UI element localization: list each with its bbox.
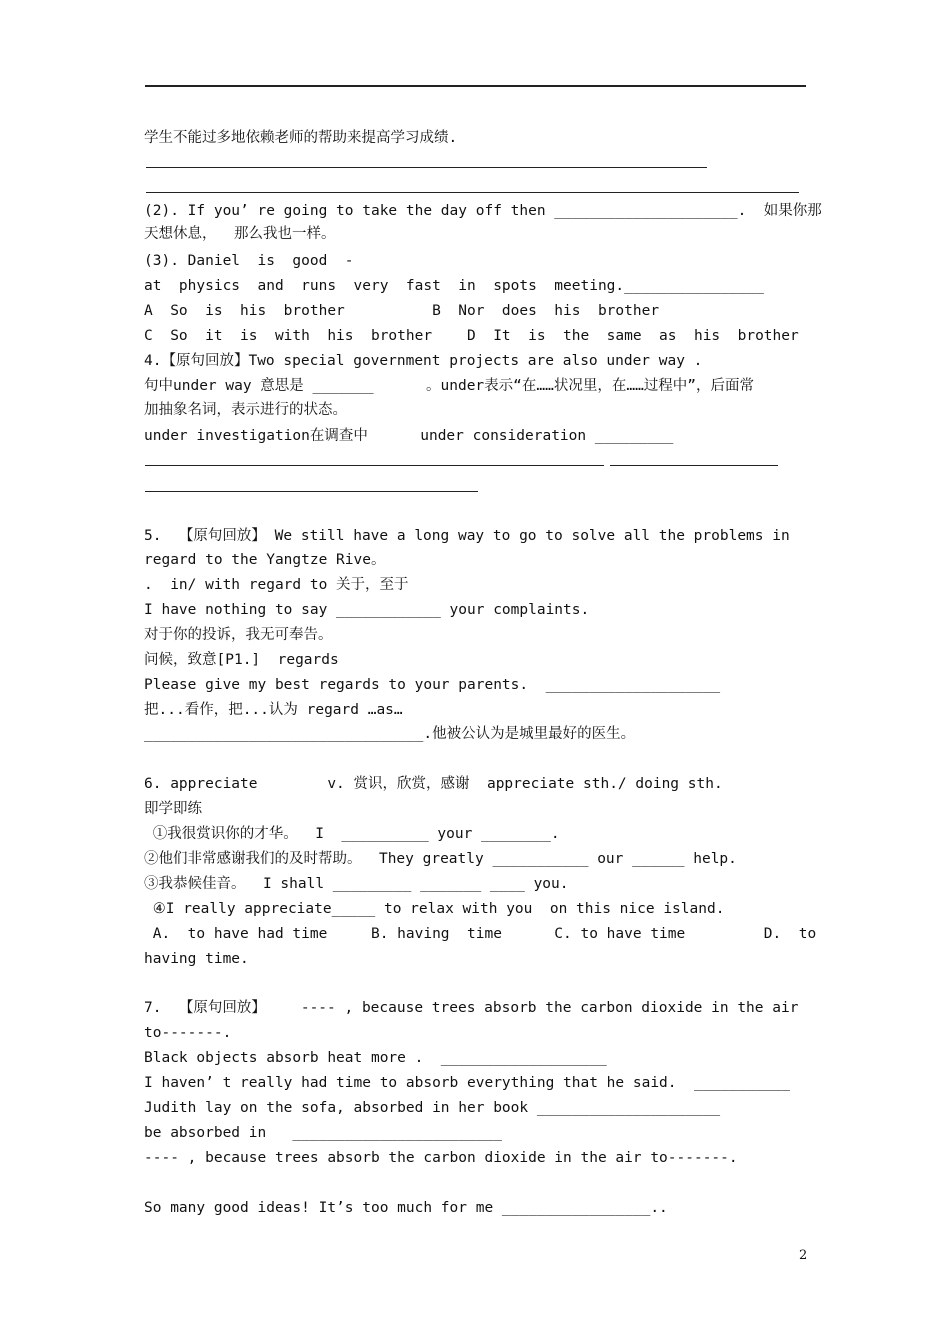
text-line: having time.: [144, 951, 249, 967]
answer-line: [146, 167, 707, 168]
text-line: 7. 【原句回放】 ---- , because trees absorb the carbon dioxide in the air: [144, 1000, 799, 1016]
answer-line: [145, 465, 604, 466]
text-line: under investigation在调查中 under consideration _________: [144, 428, 674, 444]
text-line: 即学即练: [144, 801, 202, 817]
text-line: to-------.: [144, 1025, 232, 1041]
text-line: ________________________________.他被公认为是城里最好的医生。: [144, 726, 636, 742]
text-line: Judith lay on the sofa, absorbed in her book _____________________: [144, 1100, 721, 1116]
text-line: Please give my best regards to your parents. ____________________: [144, 677, 721, 693]
text-line: ---- , because trees absorb the carbon dioxide in the air to-------.: [144, 1150, 738, 1166]
page-number: 2: [799, 1248, 808, 1263]
text-line: 4.【原句回放】Two special government projects are also under way .: [144, 353, 703, 369]
answer-line: [146, 192, 799, 193]
text-line: 5. 【原句回放】 We still have a long way to go to solve all the problems in: [144, 528, 790, 544]
text-line: ③我恭候佳音。 I shall _________ _______ ____ you.: [144, 876, 569, 892]
text-line: ④I really appreciate_____ to relax with you on this nice island.: [144, 901, 725, 917]
text-line: A. to have had time B. having time C. to have time D. to: [144, 926, 817, 942]
answer-line: [610, 465, 778, 466]
text-line: (3). Daniel is good -: [144, 253, 354, 269]
answer-line: [145, 491, 478, 492]
text-line: . in/ with regard to 关于，至于: [144, 577, 409, 593]
text-line: 学生不能过多地依赖老师的帮助来提高学习成绩.: [144, 130, 458, 146]
text-line: 把...看作，把...认为 regard …as…: [144, 702, 403, 718]
text-line: 加抽象名词，表示进行的状态。: [144, 402, 347, 418]
text-line: 对于你的投诉，我无可奉告。: [144, 627, 333, 643]
text-line: ①我很赏识你的才华。 I __________ your ________.: [144, 826, 560, 842]
text-line: I haven’ t really had time to absorb everything that he said. ___________: [144, 1075, 791, 1091]
text-line: at physics and runs very fast in spots meeting.________________: [144, 278, 764, 294]
text-line: I have nothing to say ____________ your complaints.: [144, 602, 590, 618]
text-line: 句中under way 意思是 _______ 。under表示“在……状况里，在……过程中”，后面常: [144, 378, 755, 394]
text-line: regard to the Yangtze Rive。: [144, 552, 386, 568]
text-line: So many good ideas! It’s too much for me _________________..: [144, 1200, 668, 1216]
text-line: 天想休息， 那么我也一样。: [144, 226, 336, 242]
text-line: ②他们非常感谢我们的及时帮助。 They greatly ___________ our ______ help.: [144, 851, 737, 867]
text-line: C So it is with his brother D It is the same as his brother: [144, 328, 799, 344]
text-line: Black objects absorb heat more . ___________________: [144, 1050, 607, 1066]
text-line: be absorbed in ________________________: [144, 1125, 502, 1141]
text-line: (2). If you’ re going to take the day off then _____________________. 如果你那: [144, 203, 822, 219]
answer-line: [145, 85, 806, 87]
text-line: 6. appreciate v. 赏识，欣赏，感谢 appreciate sth./ doing sth.: [144, 776, 723, 792]
text-line: A So is his brother B Nor does his brother: [144, 303, 660, 319]
text-line: 问候，致意[P1.] regards: [144, 652, 339, 668]
